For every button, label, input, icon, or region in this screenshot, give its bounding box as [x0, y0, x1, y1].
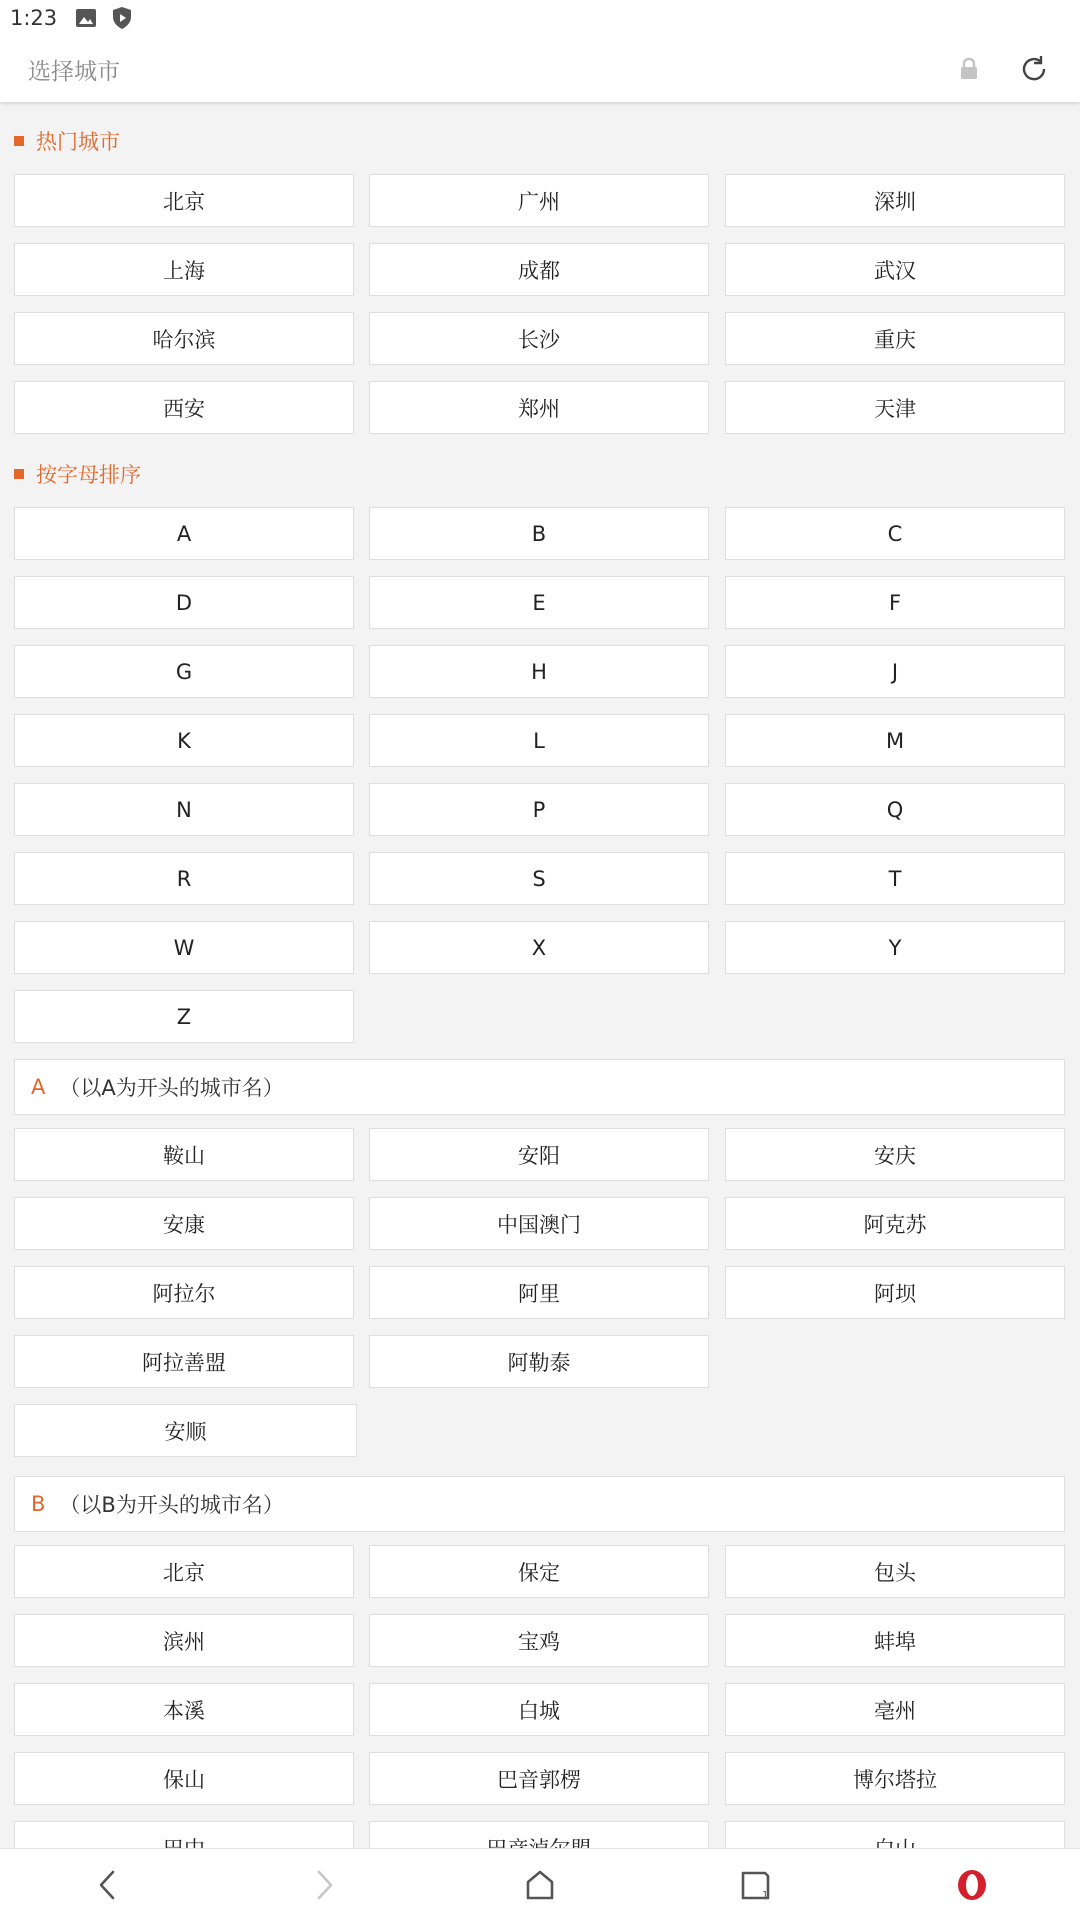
hot-city-button[interactable]: 上海 — [14, 243, 354, 296]
reload-icon[interactable] — [1014, 49, 1054, 89]
group-a-header — [14, 1059, 1065, 1115]
hot-city-button[interactable]: 哈尔滨 — [14, 312, 354, 365]
city-button[interactable]: 阿坝 — [725, 1266, 1065, 1319]
alphabet-label: 按字母排序 — [36, 463, 141, 487]
letter-button[interactable]: E — [369, 576, 709, 629]
status-time: 1:23 — [10, 6, 58, 30]
city-button[interactable]: 巴音郭楞 — [369, 1752, 709, 1805]
alphabet-heading — [14, 459, 141, 489]
city-button[interactable]: 安顺 — [14, 1404, 357, 1457]
letter-button[interactable]: C — [725, 507, 1065, 560]
shield-play-icon — [111, 6, 133, 30]
letter-button[interactable]: G — [14, 645, 354, 698]
city-button[interactable]: 阿勒泰 — [369, 1335, 709, 1388]
address-bar[interactable] — [0, 36, 1080, 102]
city-button[interactable]: 阿里 — [369, 1266, 709, 1319]
page-title[interactable]: 选择城市 — [28, 58, 120, 85]
city-button[interactable]: 阿拉尔 — [14, 1266, 354, 1319]
city-button[interactable]: 亳州 — [725, 1683, 1065, 1736]
bottom-navigation — [0, 1848, 1080, 1920]
letter-button[interactable]: L — [369, 714, 709, 767]
letter-button[interactable]: X — [369, 921, 709, 974]
letter-button[interactable]: Q — [725, 783, 1065, 836]
letter-button[interactable]: B — [369, 507, 709, 560]
section-marker-icon — [14, 469, 24, 479]
hot-city-button[interactable]: 武汉 — [725, 243, 1065, 296]
letter-button[interactable]: K — [14, 714, 354, 767]
city-button[interactable]: 安康 — [14, 1197, 354, 1250]
back-icon[interactable] — [68, 1855, 148, 1915]
city-button[interactable]: 阿克苏 — [725, 1197, 1065, 1250]
city-list-content — [0, 102, 1080, 1848]
hot-city-button[interactable]: 长沙 — [369, 312, 709, 365]
letter-button[interactable]: N — [14, 783, 354, 836]
city-button[interactable]: 白城 — [369, 1683, 709, 1736]
city-button[interactable]: 阿拉善盟 — [14, 1335, 354, 1388]
status-bar — [0, 0, 1080, 36]
group-description: （以B为开头的城市名） — [59, 1493, 284, 1517]
city-button[interactable]: 滨州 — [14, 1614, 354, 1667]
hot-city-button[interactable]: 天津 — [725, 381, 1065, 434]
lock-icon[interactable] — [952, 52, 986, 86]
hot-city-button[interactable]: 西安 — [14, 381, 354, 434]
group-letter: B — [31, 1492, 46, 1516]
city-button[interactable]: 蚌埠 — [725, 1614, 1065, 1667]
letter-button[interactable]: S — [369, 852, 709, 905]
city-button[interactable]: 本溪 — [14, 1683, 354, 1736]
letter-button[interactable]: F — [725, 576, 1065, 629]
hot-city-button[interactable]: 深圳 — [725, 174, 1065, 227]
group-b-header — [14, 1476, 1065, 1532]
hot-cities-heading — [14, 126, 120, 156]
hot-city-button[interactable]: 郑州 — [369, 381, 709, 434]
hot-city-button[interactable]: 北京 — [14, 174, 354, 227]
city-button[interactable]: 宝鸡 — [369, 1614, 709, 1667]
home-icon[interactable] — [500, 1855, 580, 1915]
tab-count: 1 — [762, 1889, 769, 1901]
tabs-icon[interactable] — [716, 1855, 796, 1915]
letter-button[interactable]: Y — [725, 921, 1065, 974]
forward-icon[interactable] — [284, 1855, 364, 1915]
hot-city-button[interactable]: 成都 — [369, 243, 709, 296]
letter-button[interactable]: P — [369, 783, 709, 836]
section-marker-icon — [14, 136, 24, 146]
letter-button[interactable]: M — [725, 714, 1065, 767]
letter-button[interactable]: H — [369, 645, 709, 698]
letter-button[interactable]: T — [725, 852, 1065, 905]
hot-cities-label: 热门城市 — [36, 130, 120, 154]
hot-city-button[interactable]: 重庆 — [725, 312, 1065, 365]
city-button[interactable]: 安庆 — [725, 1128, 1065, 1181]
city-button[interactable]: 保定 — [369, 1545, 709, 1598]
letter-button[interactable]: J — [725, 645, 1065, 698]
letter-button[interactable]: W — [14, 921, 354, 974]
letter-button[interactable]: D — [14, 576, 354, 629]
city-button[interactable]: 北京 — [14, 1545, 354, 1598]
city-button[interactable]: 包头 — [725, 1545, 1065, 1598]
hot-city-button[interactable]: 广州 — [369, 174, 709, 227]
letter-button[interactable]: A — [14, 507, 354, 560]
city-button[interactable]: 保山 — [14, 1752, 354, 1805]
city-button[interactable]: 博尔塔拉 — [725, 1752, 1065, 1805]
opera-icon[interactable] — [932, 1855, 1012, 1915]
group-letter: A — [31, 1075, 46, 1099]
city-button[interactable]: 鞍山 — [14, 1128, 354, 1181]
city-button[interactable]: 中国澳门 — [369, 1197, 709, 1250]
group-description: （以A为开头的城市名） — [59, 1076, 284, 1100]
city-button[interactable]: 安阳 — [369, 1128, 709, 1181]
letter-button[interactable]: Z — [14, 990, 354, 1043]
image-icon — [75, 7, 97, 29]
letter-button[interactable]: R — [14, 852, 354, 905]
